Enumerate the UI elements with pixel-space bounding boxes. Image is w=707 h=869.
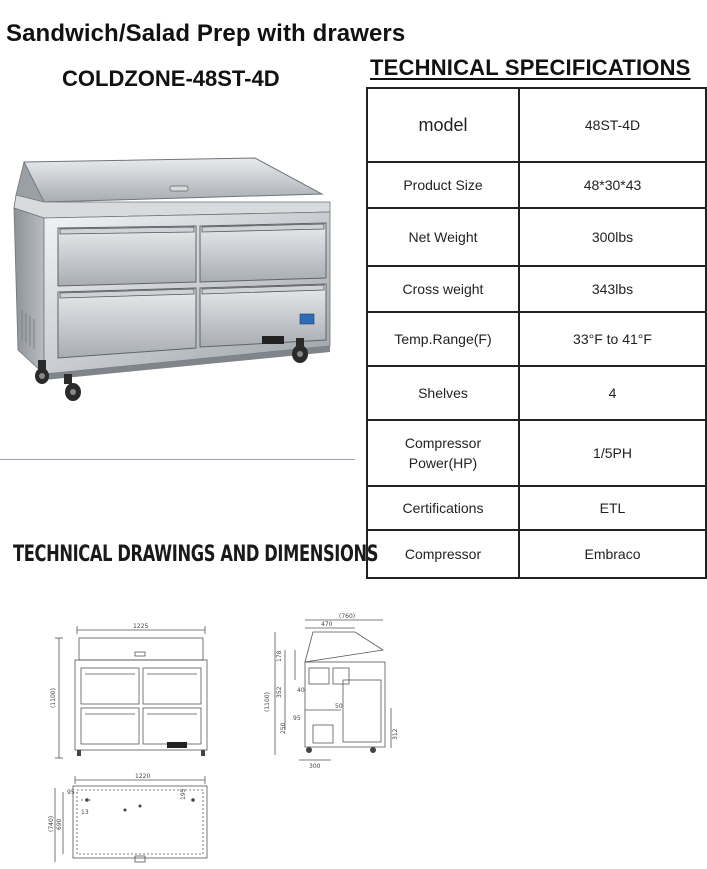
spec-label: Shelves <box>367 366 519 420</box>
spec-value: 4 <box>519 366 706 420</box>
spec-row-product-size <box>367 162 706 208</box>
side-inner-label: 50 <box>335 703 343 710</box>
side-inner-label: 95 <box>293 715 301 722</box>
side-upper-label: 178 <box>276 650 283 662</box>
spec-value: 1/5PH <box>519 420 706 486</box>
spec-value: 300lbs <box>519 208 706 266</box>
spec-label: Cross weight <box>367 266 519 312</box>
top-width-label: 1220 <box>135 773 151 780</box>
side-right-label: 312 <box>392 728 399 740</box>
spec-value: 48ST-4D <box>519 88 706 162</box>
top-inner-label: 690 <box>56 818 63 830</box>
front-width-label: 1225 <box>133 623 149 630</box>
spec-row-certifications <box>367 486 706 530</box>
spec-label: Net Weight <box>367 208 519 266</box>
spec-value: 48*30*43 <box>519 162 706 208</box>
front-view-drawing <box>45 620 215 770</box>
side-top-label: 470 <box>321 621 333 628</box>
spec-row-model <box>367 88 706 162</box>
spec-label: Certifications <box>367 486 519 530</box>
spec-value: ETL <box>519 486 706 530</box>
spec-row-temp-range <box>367 312 706 366</box>
side-base-label: 300 <box>309 763 321 770</box>
drawings-heading: TECHNICAL DRAWINGS AND DIMENSIONS <box>13 542 379 567</box>
model-title: COLDZONE-48ST-4D <box>62 66 280 91</box>
side-depth-label: (760) <box>339 613 356 620</box>
top-view-drawing <box>45 770 220 869</box>
spec-table <box>366 87 707 579</box>
spec-value: Embraco <box>519 530 706 578</box>
spec-label: Compressor <box>367 530 519 578</box>
side-height-label: (1100) <box>264 692 271 712</box>
side-view-drawing <box>255 610 405 770</box>
side-mid-label: 352 <box>276 686 283 698</box>
spec-value: 343lbs <box>519 266 706 312</box>
top-side-label: 95 <box>67 789 75 796</box>
spec-row-net-weight <box>367 208 706 266</box>
specs-heading: TECHNICAL SPECIFICATIONS <box>370 55 691 80</box>
front-height-label: (1100) <box>50 688 57 708</box>
top-side-label: 195 <box>180 788 187 800</box>
page-title: Sandwich/Salad Prep with drawers <box>6 20 406 47</box>
divider <box>0 459 355 460</box>
spec-label: Temp.Range(F) <box>367 312 519 366</box>
side-inner-label: 250 <box>280 722 287 734</box>
spec-label: model <box>367 88 519 162</box>
spec-row-cross-weight <box>367 266 706 312</box>
top-height-label: (740) <box>48 815 55 832</box>
spec-row-compressor <box>367 530 706 578</box>
side-inner-label: 40 <box>297 687 305 694</box>
spec-row-compressor-power <box>367 420 706 486</box>
spec-label: Compressor Power(HP) <box>367 420 519 486</box>
spec-label: Product Size <box>367 162 519 208</box>
product-photo <box>0 150 345 405</box>
spec-value: 33°F to 41°F <box>519 312 706 366</box>
spec-row-shelves <box>367 366 706 420</box>
top-side-label: 13 <box>81 809 89 816</box>
